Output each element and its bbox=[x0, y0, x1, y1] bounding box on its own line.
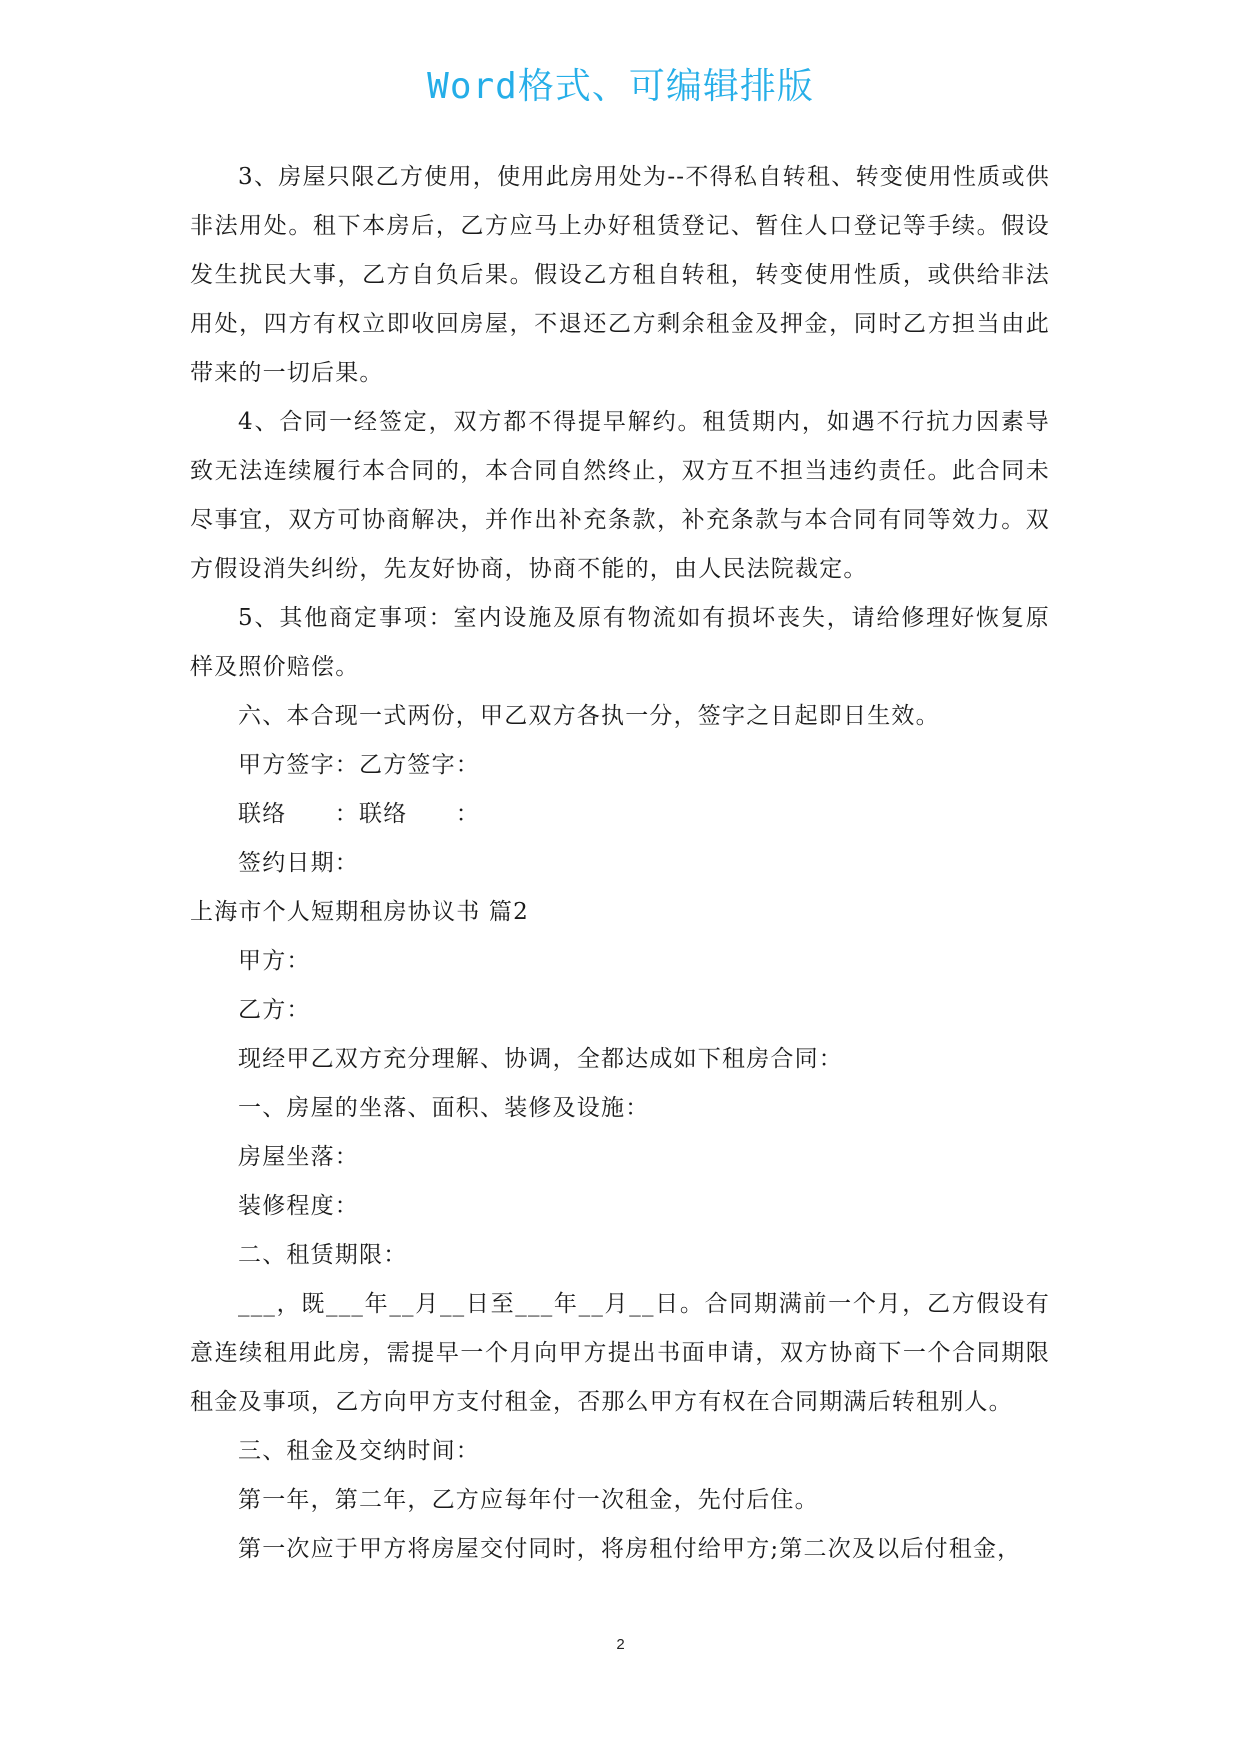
house-location-line: 房屋坐落： bbox=[238, 1144, 359, 1170]
paragraph-clause-6: 六、本合现一式两份，甲乙双方各执一分，签字之日起即日生效。 bbox=[238, 703, 940, 729]
party-b-line: 乙方： bbox=[238, 997, 311, 1023]
contact-line: 联络 ：联络 ： bbox=[238, 801, 480, 827]
rent-payment-line: 第一年，第二年，乙方应每年付一次租金，先付后住。 bbox=[238, 1487, 819, 1513]
paragraph-clause-3: 3、房屋只限乙方使用，使用此房用处为--不得私自转租、转变使用性质或供非法用处。租下本房后，乙方应马上办好租赁登记、暂住人口登记等手续。假设发生扰民大事，乙方自负后果。假设乙方租自转租，转变使用性质，或供给非法用处，四方有权立即收回房屋，不退还乙方剩余租金及押金，同时乙方担当由此带来的一切后果。 bbox=[190, 164, 1050, 386]
lease-term-paragraph: ___，既___年__月__日至___年__月__日。合同期满前一个月，乙方假设有意连续租用此房，需提早一个月向甲方提出书面申请，双方协商下一个合同期限租金及事项，乙方向甲方支付租金，否那么甲方有权在合同期满后转租别人。 bbox=[190, 1291, 1050, 1415]
section-heading: 上海市个人短期租房协议书 篇2 bbox=[190, 899, 529, 925]
first-payment-line: 第一次应于甲方将房屋交付同时，将房租付给甲方;第二次及以后付租金， bbox=[238, 1536, 1022, 1562]
decoration-level-line: 装修程度： bbox=[238, 1193, 359, 1219]
party-a-line: 甲方： bbox=[238, 948, 311, 974]
clause-2-heading: 二、租赁期限： bbox=[238, 1242, 408, 1268]
signature-line: 甲方签字：乙方签字： bbox=[238, 752, 480, 778]
clause-3-heading: 三、租金及交纳时间： bbox=[238, 1438, 480, 1464]
page-header-title: Word格式、可编辑排版 bbox=[427, 66, 814, 107]
clause-1-heading: 一、房屋的坐落、面积、装修及设施： bbox=[238, 1095, 650, 1121]
paragraph-clause-4: 4、合同一经签定，双方都不得提早解约。租赁期内，如遇不行抗力因素导致无法连续履行本合同的，本合同自然终止，双方互不担当违约责任。此合同未尽事宜，双方可协商解决，并作出补充条款，补充条款与本合同有同等效力。双方假设消失纠纷，先友好协商，协商不能的，由人民法院裁定。 bbox=[190, 409, 1050, 582]
sign-date-line: 签约日期： bbox=[238, 850, 359, 876]
paragraph-clause-5: 5、其他商定事项：室内设施及原有物流如有损坏丧失，请给修理好恢复原样及照价赔偿。 bbox=[190, 605, 1050, 680]
agreement-intro: 现经甲乙双方充分理解、协调，全都达成如下租房合同： bbox=[238, 1046, 843, 1072]
page-number: 2 bbox=[616, 1636, 625, 1653]
document-body bbox=[190, 153, 1050, 1574]
